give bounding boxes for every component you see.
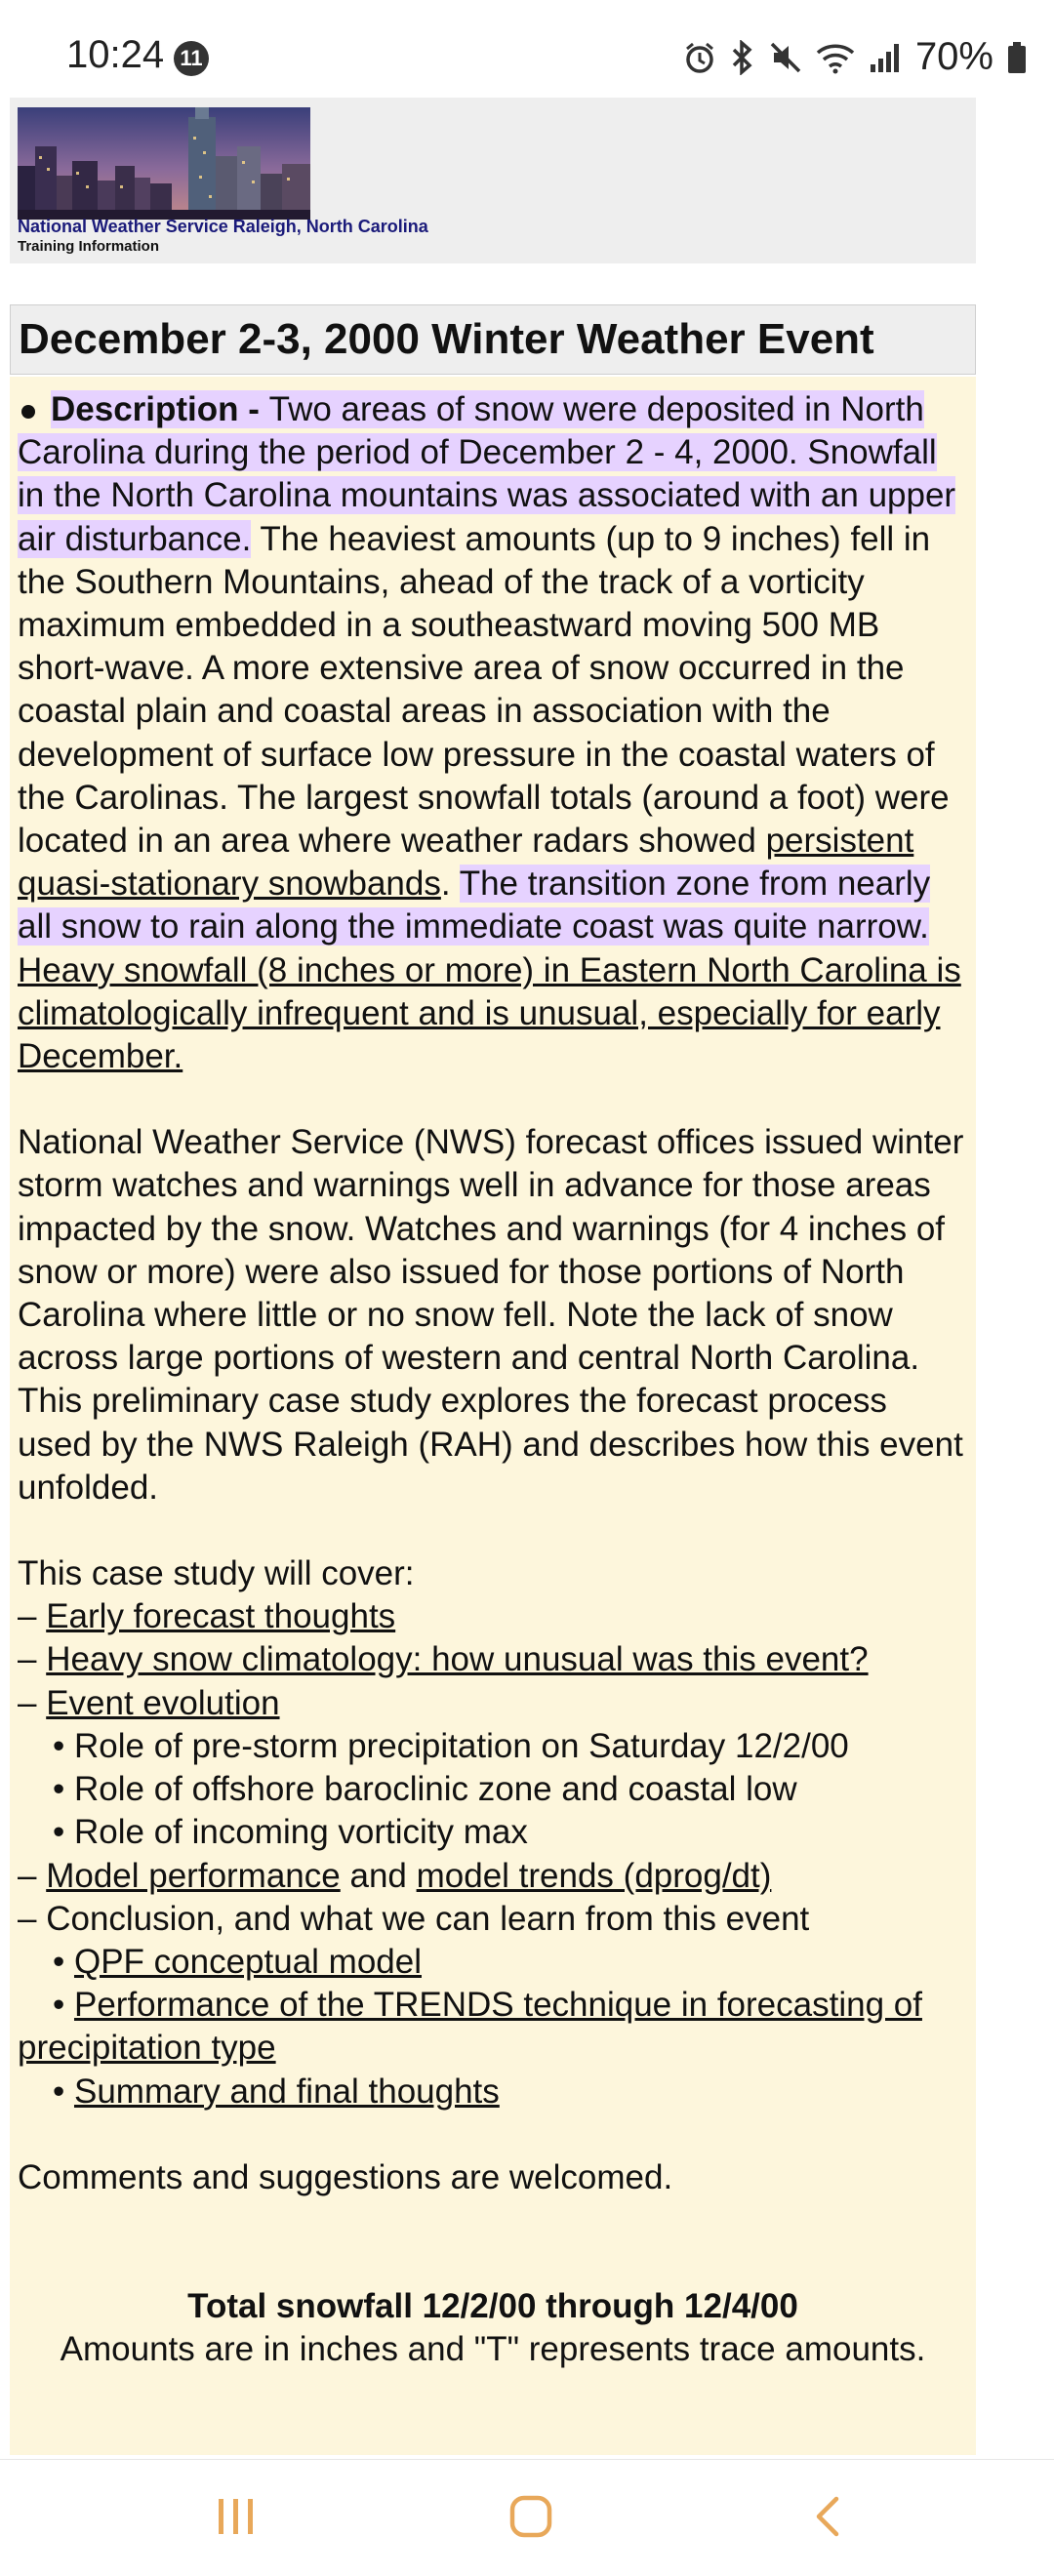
recent-apps-button[interactable] bbox=[178, 2479, 295, 2557]
outline-item: – Event evolution bbox=[18, 1683, 280, 1722]
back-icon bbox=[813, 2495, 842, 2543]
signal-icon bbox=[869, 41, 902, 74]
battery-icon bbox=[1007, 41, 1027, 74]
outline-intro: This case study will cover: bbox=[18, 1554, 415, 1593]
climatology-link[interactable]: Heavy snow climatology: how unusual was this event? bbox=[46, 1640, 869, 1679]
outline-subitem: • Role of incoming vorticity max bbox=[53, 1813, 528, 1852]
description-text-1: The heaviest amounts (up to 9 inches) fell in the Southern Mountains, ahead of the track of a vorticity maximum embedded in a southeastward moving 500 MB short-wave. A more extensive area of snow occurred in the coastal plain and coastal areas in association with the development of surface low pressure in the coastal waters of the Carolinas. The largest snowfall totals (around a foot) were located in an area where weather radars showed bbox=[18, 519, 950, 861]
battery-percentage: 70% bbox=[914, 35, 993, 78]
description-highlight-2: The transition zone from nearly all snow to rain along the immediate coast was quite narrow. bbox=[18, 865, 931, 946]
model-performance-link[interactable]: Model performance bbox=[46, 1856, 341, 1895]
status-bar bbox=[0, 0, 1054, 98]
snowfall-heading: Total snowfall 12/2/00 through 12/4/00 bbox=[187, 2286, 798, 2325]
outline-subitem: • QPF conceptual model bbox=[53, 1942, 422, 1981]
page-title: December 2-3, 2000 Winter Weather Event bbox=[10, 304, 976, 375]
conclusion-text: Conclusion, and what we can learn from this event bbox=[46, 1899, 810, 1938]
description-highlight-1: Two areas of snow were deposited in North Carolina during the period of December 2 - 4, 2000. Snowfall in the North Carolina mountains was associated with an upper air disturbance. bbox=[18, 390, 956, 558]
header-subtitle: Training Information bbox=[18, 238, 159, 255]
bluetooth-icon bbox=[730, 40, 755, 75]
home-button[interactable] bbox=[472, 2479, 589, 2557]
model-trends-link[interactable]: model trends (dprog/dt) bbox=[416, 1856, 772, 1895]
status-time: 10:24 bbox=[66, 33, 165, 76]
status-icons bbox=[683, 35, 1027, 79]
alarm-icon bbox=[683, 41, 716, 74]
outline-item: – Conclusion, and what we can learn from this event bbox=[18, 1899, 810, 1938]
summary-link[interactable]: Summary and final thoughts bbox=[73, 2072, 500, 2111]
outline-item: – Early forecast thoughts bbox=[18, 1597, 396, 1636]
outline-subitem: • Summary and final thoughts bbox=[53, 2072, 500, 2111]
snowbands-link[interactable]: persistent quasi-stationary snowbands bbox=[18, 822, 914, 904]
outline-subitem: • Role of offshore baroclinic zone and coastal low bbox=[53, 1770, 797, 1809]
wifi-icon bbox=[816, 41, 855, 74]
outline-item: – Heavy snow climatology: how unusual was this event? bbox=[18, 1640, 869, 1679]
office-name: National Weather Service Raleigh, North Carolina bbox=[18, 217, 428, 236]
comments-text: Comments and suggestions are welcomed. bbox=[18, 2157, 673, 2196]
bullet-icon bbox=[21, 405, 35, 419]
recent-apps-icon bbox=[215, 2497, 258, 2541]
system-nav-bar bbox=[0, 2459, 1054, 2576]
description-paragraph: Description - Two areas of snow were deposited in North Carolina during the period of December 2 - 4, 2000. Snowfall in the North Carolina mountains was associated with an upper air disturbance. The heaviest amounts (up to 9 inches) fell in the Southern Mountains, ahead of the track of a vorticity maximum embedded in a southeastward moving 500 MB short-wave. A more extensive area of snow occurred in the coastal plain and coastal areas in association with the development of surface low pressure in the coastal waters of the Carolinas. The largest snowfall totals (around a foot) were located in an area where weather radars showed persistent quasi-stationary snowbands. The transition zone from nearly all snow to rain along the immediate coast was quite narrow. Heavy snowfall (8 inches or more) in Eastern North Carolina is climatologically infrequent and is unusual, especially for early December. bbox=[18, 390, 961, 1076]
outline-subitem: • Performance of the TRENDS technique in forecasting of precipitation type bbox=[18, 1986, 922, 2068]
raleigh-skyline-image bbox=[18, 107, 310, 220]
event-evolution-link[interactable]: Event evolution bbox=[46, 1683, 280, 1722]
snowfall-note: Amounts are in inches and "T" represents trace amounts. bbox=[60, 2330, 926, 2369]
forecast-paragraph: National Weather Service (NWS) forecast offices issued winter storm watches and warnings well in advance for those areas impacted by the snow. Watches and warnings (for 4 inches of snow or more) were also issued for those portions of North Carolina where little or no snow fell. Note the lack of snow across large portions of western and central North Carolina. This preliminary case study explores the forecast process used by the NWS Raleigh (RAH) and describes how this event unfolded. bbox=[18, 1123, 964, 1507]
outline-item: – Model performance and model trends (dprog/dt) bbox=[18, 1856, 772, 1895]
trends-technique-link[interactable]: Performance of the TRENDS technique in forecasting of precipitation type bbox=[18, 1986, 922, 2068]
heavy-snowfall-link[interactable]: Heavy snowfall (8 inches or more) in Eastern North Carolina is climatologically infrequent and is unusual, especially for early December. bbox=[18, 950, 961, 1076]
site-header bbox=[10, 98, 976, 263]
outline-subitem: • Role of pre-storm precipitation on Saturday 12/2/00 bbox=[53, 1726, 849, 1765]
qpf-model-link[interactable]: QPF conceptual model bbox=[73, 1942, 422, 1981]
notification-count-badge: 11 bbox=[174, 41, 209, 76]
home-icon bbox=[508, 2494, 553, 2544]
early-forecast-link[interactable]: Early forecast thoughts bbox=[46, 1597, 396, 1636]
case-study-outline bbox=[18, 1552, 968, 2113]
description-label: Description - bbox=[51, 390, 269, 428]
main-content bbox=[10, 377, 976, 2455]
mute-icon bbox=[769, 41, 802, 74]
back-button[interactable] bbox=[769, 2479, 886, 2557]
